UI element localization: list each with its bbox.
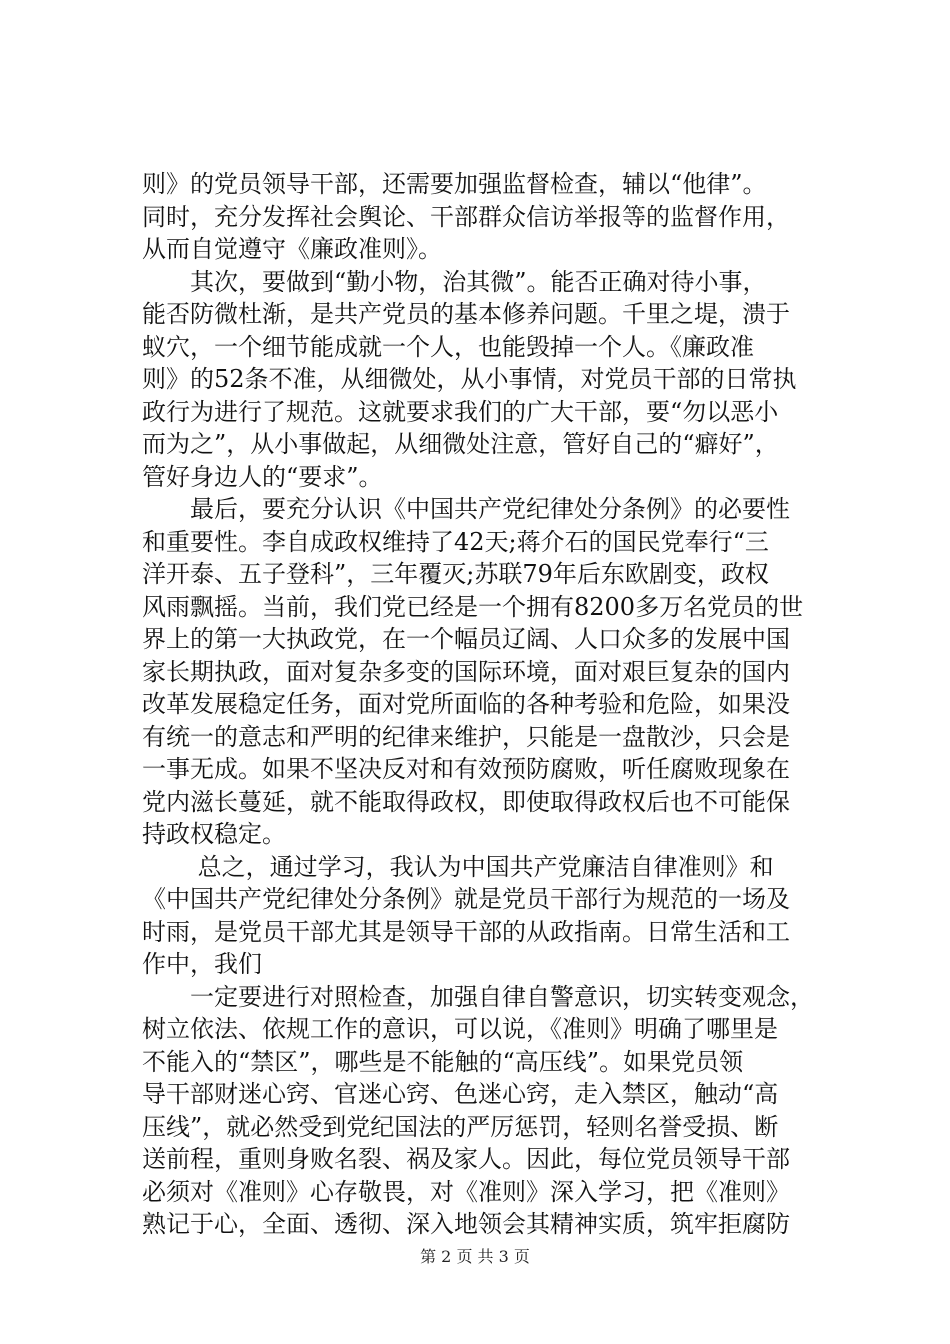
body-text <box>142 168 832 1241</box>
text-line: 必须对《准则》心存敬畏，对《准则》深入学习，把《准则》 <box>142 1177 790 1206</box>
text-line: 则》的党员领导干部，还需要加强监督检查，辅以“他律”。 <box>142 170 767 198</box>
text-line: 家长期执政，面对复杂多变的国际环境，面对艰巨复杂的国内 <box>142 657 790 686</box>
text-line: 则》的52条不准，从细微处，从小事情，对党员干部的日常执 <box>142 365 797 393</box>
text-line: 《中国共产党纪律处分条例》就是党员干部行为规范的一场及 <box>142 885 790 913</box>
text-line: 树立依法、依规工作的意识，可以说，《准则》明确了哪里是 <box>142 1015 778 1043</box>
text-line: 一定要进行对照检查，加强自律自警意识，切实转变观念， <box>142 982 814 1011</box>
text-line: 总之，通过学习，我认为中国共产党廉洁自律准则》和 <box>142 852 774 881</box>
text-line: 有统一的意志和严明的纪律来维护，只能是一盘散沙，只会是 <box>142 722 790 751</box>
text-line: 而为之”，从小事做起，从细微处注意，管好自己的“癖好”， <box>142 430 779 458</box>
text-line: 导干部财迷心窍、官迷心窍、色迷心窍，走入禁区，触动“高 <box>142 1080 779 1108</box>
text-line: 和重要性。李自成政权维持了42天;蒋介石的国民党奉行“三 <box>142 527 769 556</box>
text-line: 改革发展稳定任务，面对党所面临的各种考验和危险，如果没 <box>142 690 790 718</box>
text-line: 持政权稳定。 <box>142 820 286 848</box>
text-line: 作中，我们 <box>142 950 262 978</box>
text-line: 时雨，是党员干部尤其是领导干部的从政指南。日常生活和工 <box>142 917 790 946</box>
text-line: 管好身边人的“要求”。 <box>142 462 383 491</box>
text-line: 能否防微杜渐，是共产党员的基本修养问题。千里之堤，溃于 <box>142 300 790 328</box>
text-line: 同时，充分发挥社会舆论、干部群众信访举报等的监督作用， <box>142 202 790 231</box>
text-line: 不能入的“禁区”，哪些是不能触的“高压线”。如果党员领 <box>142 1047 744 1076</box>
text-line: 其次，要做到“勤小物，治其微”。能否正确对待小事， <box>142 267 767 296</box>
text-line: 洋开泰、五子登科”，三年覆灭;苏联79年后东欧剧变，政权 <box>142 560 769 588</box>
text-line: 蚁穴，一个细节能成就一个人，也能毁掉一个人。《廉政准 <box>142 332 754 361</box>
text-line: 党内滋长蔓延，就不能取得政权，即使取得政权后也不可能保 <box>142 787 790 816</box>
text-line: 政行为进行了规范。这就要求我们的广大干部，要“勿以恶小 <box>142 397 779 426</box>
page-footer: 第 2 页 共 3 页 <box>420 1247 530 1266</box>
text-line: 风雨飘摇。当前，我们党已经是一个拥有8200多万名党员的世 <box>142 592 804 621</box>
text-line: 从而自觉遵守《廉政准则》。 <box>142 235 442 263</box>
text-line: 一事无成。如果不坚决反对和有效预防腐败，听任腐败现象在 <box>142 755 790 783</box>
text-line: 熟记于心，全面、透彻、深入地领会其精神实质，筑牢拒腐防 <box>142 1210 790 1238</box>
text-line: 界上的第一大执政党，在一个幅员辽阔、人口众多的发展中国 <box>142 625 790 653</box>
text-line: 最后，要充分认识《中国共产党纪律处分条例》的必要性 <box>142 495 790 523</box>
text-line: 压线”，就必然受到党纪国法的严厉惩罚，轻则名誉受损、断 <box>142 1112 779 1141</box>
text-line: 送前程，重则身败名裂、祸及家人。因此，每位党员领导干部 <box>142 1145 790 1173</box>
